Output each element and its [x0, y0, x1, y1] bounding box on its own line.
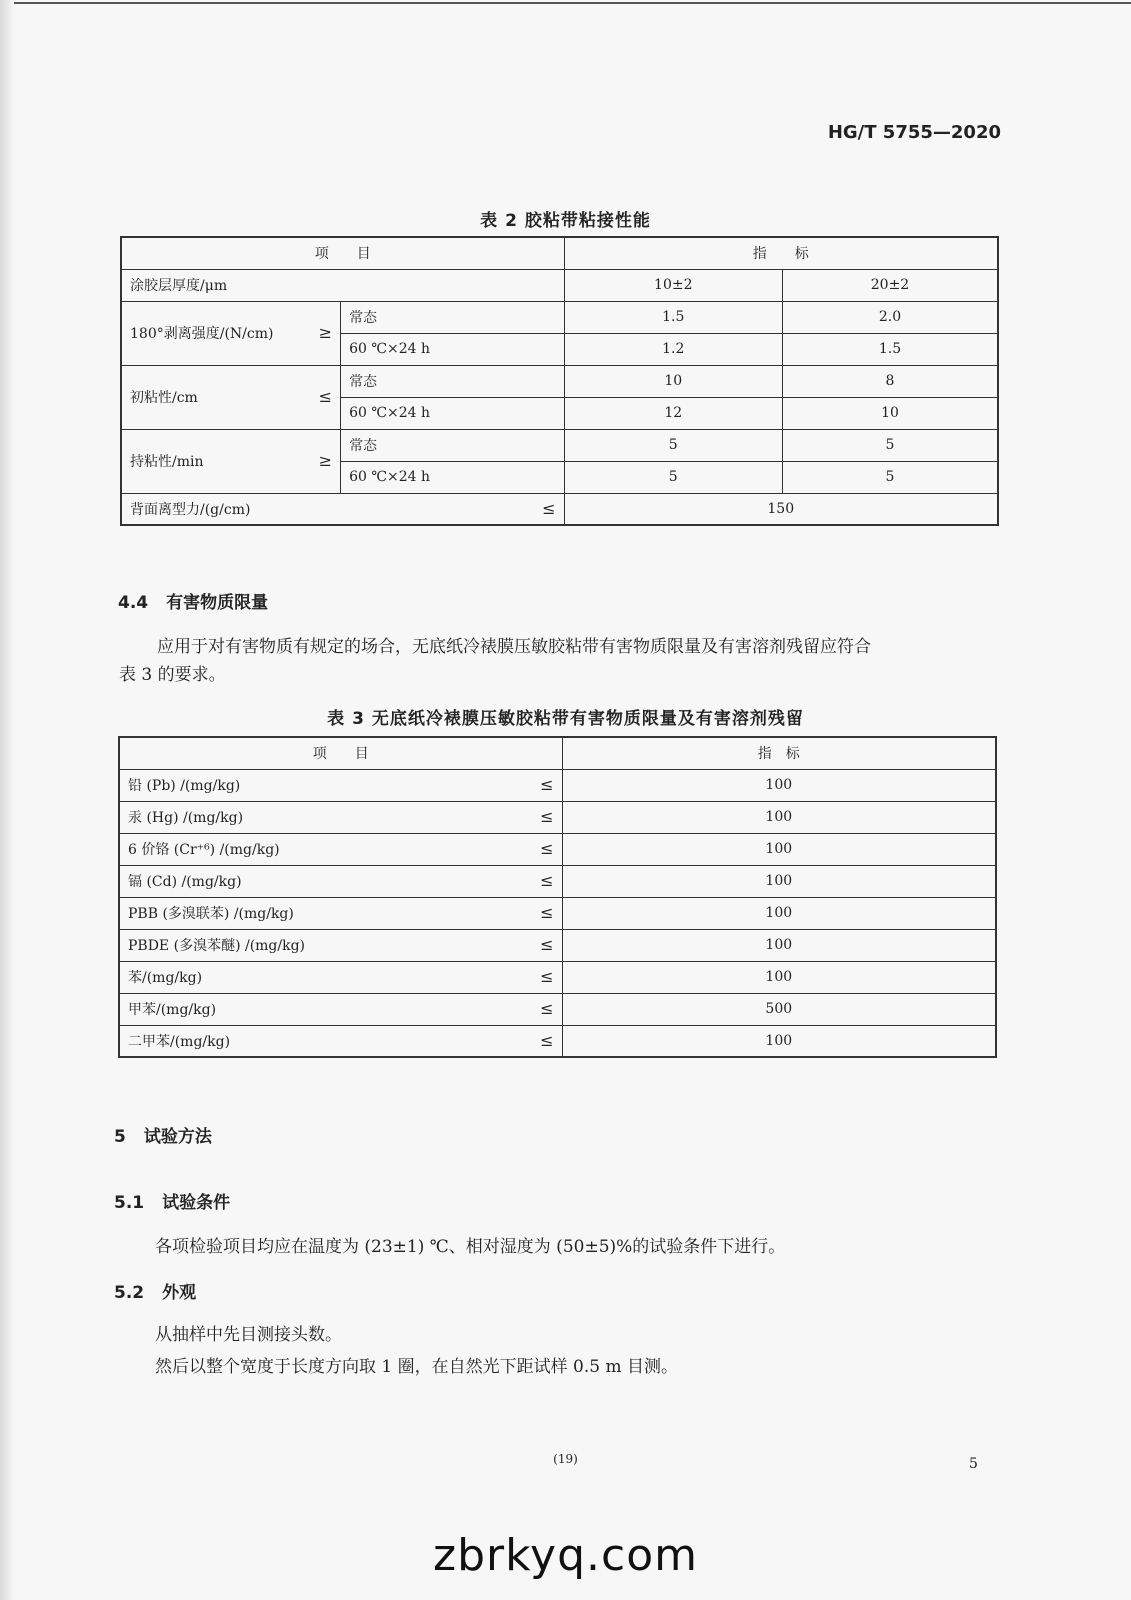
row-value: 500 [562, 993, 996, 1025]
hold-b-1: 5 [783, 429, 999, 461]
row-value: 100 [562, 801, 996, 833]
table-row [119, 993, 996, 1025]
release-value: 150 [564, 493, 998, 525]
thickness-a: 10±2 [564, 269, 782, 301]
row-label: 镉 (Cd) /(mg/kg) [128, 874, 242, 890]
tack-label: 初粘性/cm [130, 390, 198, 406]
tack-label-cell [121, 365, 341, 429]
row-value: 100 [562, 865, 996, 897]
table-row [121, 493, 998, 525]
row-symbol: ≤ [540, 871, 554, 890]
watermark-text: zbrkyq.com [433, 1530, 698, 1581]
tack-cond-1: 常态 [341, 365, 564, 397]
section-4-4-heading [118, 588, 268, 613]
row-label: PBDE (多溴苯醚) /(mg/kg) [128, 938, 306, 954]
peel-a-2: 1.2 [564, 333, 782, 365]
row-value: 100 [562, 897, 996, 929]
hold-label-cell [121, 429, 341, 493]
table-row [121, 301, 998, 333]
table-row [121, 429, 998, 461]
table-row [119, 961, 996, 993]
page-number: 5 [969, 1456, 978, 1472]
hold-b-2: 5 [783, 461, 999, 493]
section-5-1-heading [114, 1188, 230, 1213]
table3-head-item: 项 目 [119, 737, 562, 769]
hold-a-2: 5 [564, 461, 782, 493]
table-row [119, 865, 996, 897]
tack-cond-2: 60 ℃×24 h [341, 397, 564, 429]
row-symbol: ≤ [540, 967, 554, 986]
tack-a-2: 12 [564, 397, 782, 429]
section-title: 试验条件 [162, 1193, 231, 1213]
row-label: 铅 (Pb) /(mg/kg) [128, 778, 241, 794]
peel-label: 180°剥离强度/(N/cm) [130, 326, 274, 342]
standard-code: HG/T 5755—2020 [827, 122, 1001, 143]
table-row [119, 833, 996, 865]
row-label: 二甲苯/(mg/kg) [128, 1033, 231, 1050]
hold-symbol: ≥ [318, 451, 333, 470]
row-symbol: ≤ [540, 999, 554, 1018]
section-title: 有害物质限量 [166, 593, 269, 613]
section-number: 5.2 [114, 1283, 145, 1303]
section-number: 5.1 [114, 1193, 145, 1213]
table-row [119, 737, 996, 769]
peel-symbol: ≥ [318, 323, 333, 342]
table2-head-index: 指 标 [564, 237, 998, 269]
row-symbol: ≤ [540, 935, 554, 954]
thickness-b: 20±2 [783, 269, 999, 301]
peel-b-2: 1.5 [783, 333, 999, 365]
release-label: 背面离型力/(g/cm) [130, 501, 251, 518]
row-value: 100 [562, 1025, 996, 1057]
table-row [121, 365, 998, 397]
table3-head-index: 指 标 [562, 737, 996, 769]
table2-title: 表 2 胶粘带粘接性能 [480, 211, 651, 231]
table-row [121, 269, 998, 301]
hold-a-1: 5 [564, 429, 782, 461]
peel-cond-2: 60 ℃×24 h [341, 333, 564, 365]
row-label: 苯/(mg/kg) [128, 970, 203, 986]
row-symbol: ≤ [540, 1030, 554, 1050]
row-label: 6 价铬 (Cr⁺⁶) /(mg/kg) [128, 842, 280, 858]
row-symbol: ≤ [540, 807, 554, 826]
row-symbol: ≤ [540, 775, 554, 794]
table-row [119, 1025, 996, 1057]
row-value: 100 [562, 929, 996, 961]
table-row [121, 237, 998, 269]
section-5-2-heading [114, 1278, 196, 1303]
row-value: 100 [562, 769, 996, 801]
row-value: 100 [562, 833, 996, 865]
table-row [119, 929, 996, 961]
table-row [119, 897, 996, 929]
peel-cond-1: 常态 [341, 301, 564, 333]
footer-page-marker: (19) [553, 1452, 578, 1466]
table2-head-item: 项 目 [121, 237, 564, 269]
scan-shadow [0, 0, 14, 1600]
section-5-1-para: 各项检验项目均应在温度为 (23±1) ℃、相对湿度为 (50±5)%的试验条件下进行。 [155, 1237, 786, 1257]
row-label: 甲苯/(mg/kg) [128, 1002, 217, 1018]
section-5-2-para-line2: 然后以整个宽度于长度方向取 1 圈，在自然光下距试样 0.5 m 目测。 [155, 1357, 678, 1377]
release-label-cell [121, 493, 564, 525]
table-row [119, 769, 996, 801]
hold-cond-2: 60 ℃×24 h [341, 461, 564, 493]
table3-title: 表 3 无底纸冷裱膜压敏胶粘带有害物质限量及有害溶剂残留 [327, 709, 804, 729]
table-row [119, 801, 996, 833]
section-4-4-para-line1: 应用于对有害物质有规定的场合，无底纸冷裱膜压敏胶粘带有害物质限量及有害溶剂残留应符合 [157, 637, 871, 657]
section-5-heading [114, 1122, 212, 1147]
row-value: 100 [562, 961, 996, 993]
section-number: 5 [114, 1127, 126, 1147]
row-label: 汞 (Hg) /(mg/kg) [128, 810, 244, 826]
tack-symbol: ≤ [318, 387, 333, 406]
tack-b-2: 10 [783, 397, 999, 429]
peel-b-1: 2.0 [783, 301, 999, 333]
peel-label-cell [121, 301, 341, 365]
tack-b-1: 8 [783, 365, 999, 397]
row-symbol: ≤ [540, 839, 554, 858]
section-title: 试验方法 [143, 1127, 212, 1147]
section-number: 4.4 [118, 593, 149, 613]
table2 [120, 236, 999, 526]
section-title: 外观 [162, 1283, 197, 1303]
row-symbol: ≤ [540, 903, 554, 922]
section-4-4-para-line2: 表 3 的要求。 [119, 665, 226, 685]
peel-a-1: 1.5 [564, 301, 782, 333]
hold-label: 持粘性/min [130, 454, 204, 470]
top-border [0, 2, 1131, 4]
table3 [118, 736, 997, 1058]
section-5-2-para-line1: 从抽样中先目测接头数。 [155, 1325, 342, 1345]
hold-cond-1: 常态 [341, 429, 564, 461]
release-symbol: ≤ [542, 498, 556, 518]
row-label: PBB (多溴联苯) /(mg/kg) [128, 906, 294, 922]
tack-a-1: 10 [564, 365, 782, 397]
thickness-label: 涂胶层厚度/μm [121, 269, 564, 301]
